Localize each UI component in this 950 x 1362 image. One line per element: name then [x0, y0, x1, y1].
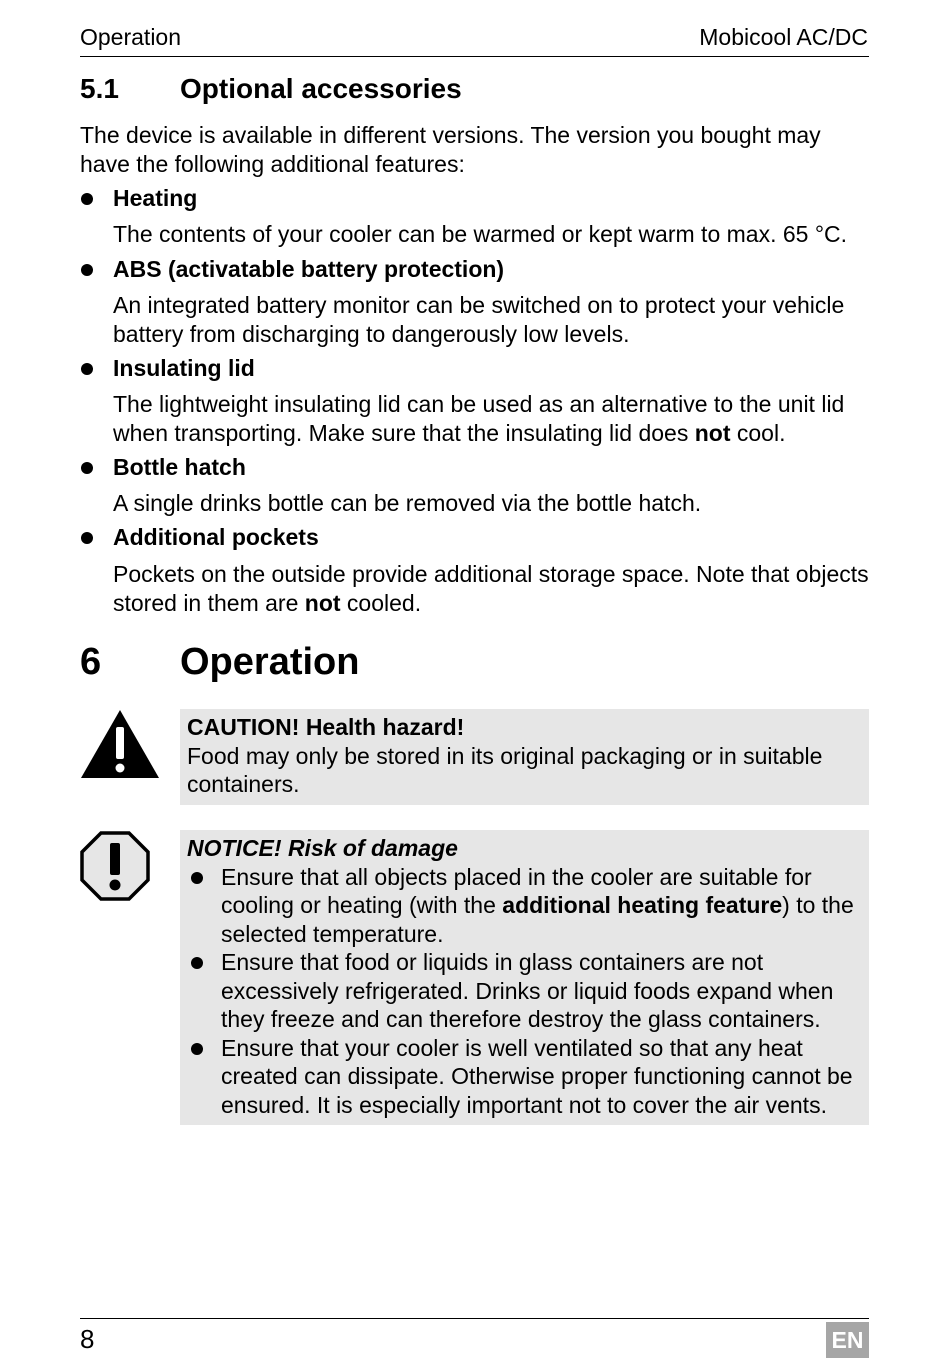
notice-box [180, 830, 869, 1125]
caution-title: CAUTION! Health hazard! [187, 714, 465, 740]
notice-octagon-icon [79, 830, 151, 902]
feature-text-abs: An integrated battery monitor can be switched on to protect your vehicle battery from discharging to dangerously low levels. [113, 292, 845, 347]
bullet-dot [191, 957, 203, 969]
header-product: Mobicool AC/DC [699, 24, 868, 50]
notice-bullet: Ensure that your cooler is well ventilated so that any heat created can dissipate. Otherwise proper functioning cannot be ensured. It is especially important not to cover the air vents. [187, 1034, 862, 1120]
footer-rule [80, 1318, 869, 1319]
notice-bullet: Ensure that all objects placed in the cooler are suitable for cooling or heating (with the additional heating feature) to the selected temperature. [187, 863, 862, 949]
feature-text-heating: The contents of your cooler can be warmed or kept warm to max. 65 °C. [113, 221, 848, 247]
section-number: 5.1 [80, 73, 119, 104]
feature-text-pockets: Pockets on the outside provide additional storage space. Note that objects stored in them are not cooled. [113, 561, 869, 616]
bullet-dot [81, 193, 93, 205]
language-badge: EN [826, 1322, 869, 1358]
feature-title-bottle: Bottle hatch [113, 454, 246, 480]
bullet-dot [191, 872, 203, 884]
header-rule [80, 56, 869, 57]
page-number: 8 [80, 1324, 95, 1354]
bullet-dot [81, 363, 93, 375]
feature-text-lid: The lightweight insulating lid can be used as an alternative to the unit lid when transporting. Make sure that the insulating lid does not cool. [113, 391, 845, 446]
warning-triangle-icon [80, 709, 160, 779]
bullet-dot [81, 532, 93, 544]
section-title: Optional accessories [180, 73, 462, 104]
notice-bullet: Ensure that food or liquids in glass containers are not excessively refrigerated. Drinks or liquid foods expand when they freeze and can therefore destroy the glass containers. [187, 948, 862, 1034]
chapter-number: 6 [80, 641, 102, 683]
notice-title: NOTICE! Risk of damage [187, 835, 458, 861]
bullet-dot [81, 264, 93, 276]
caution-box [180, 709, 869, 805]
header-chapter: Operation [80, 24, 182, 50]
intro-paragraph: The device is available in different versions. The version you bought may have the following additional features: [80, 122, 821, 177]
bullet-dot [81, 462, 93, 474]
feature-title-pockets: Additional pockets [113, 524, 319, 550]
feature-title-lid: Insulating lid [113, 355, 255, 381]
chapter-title: Operation [180, 641, 360, 683]
caution-text: Food may only be stored in its original packaging or in suitable containers. [187, 742, 823, 797]
feature-title-heating: Heating [113, 185, 198, 211]
bullet-dot [191, 1043, 203, 1055]
feature-text-bottle: A single drinks bottle can be removed via the bottle hatch. [113, 490, 702, 516]
feature-title-abs: ABS (activatable battery protection) [113, 256, 505, 282]
